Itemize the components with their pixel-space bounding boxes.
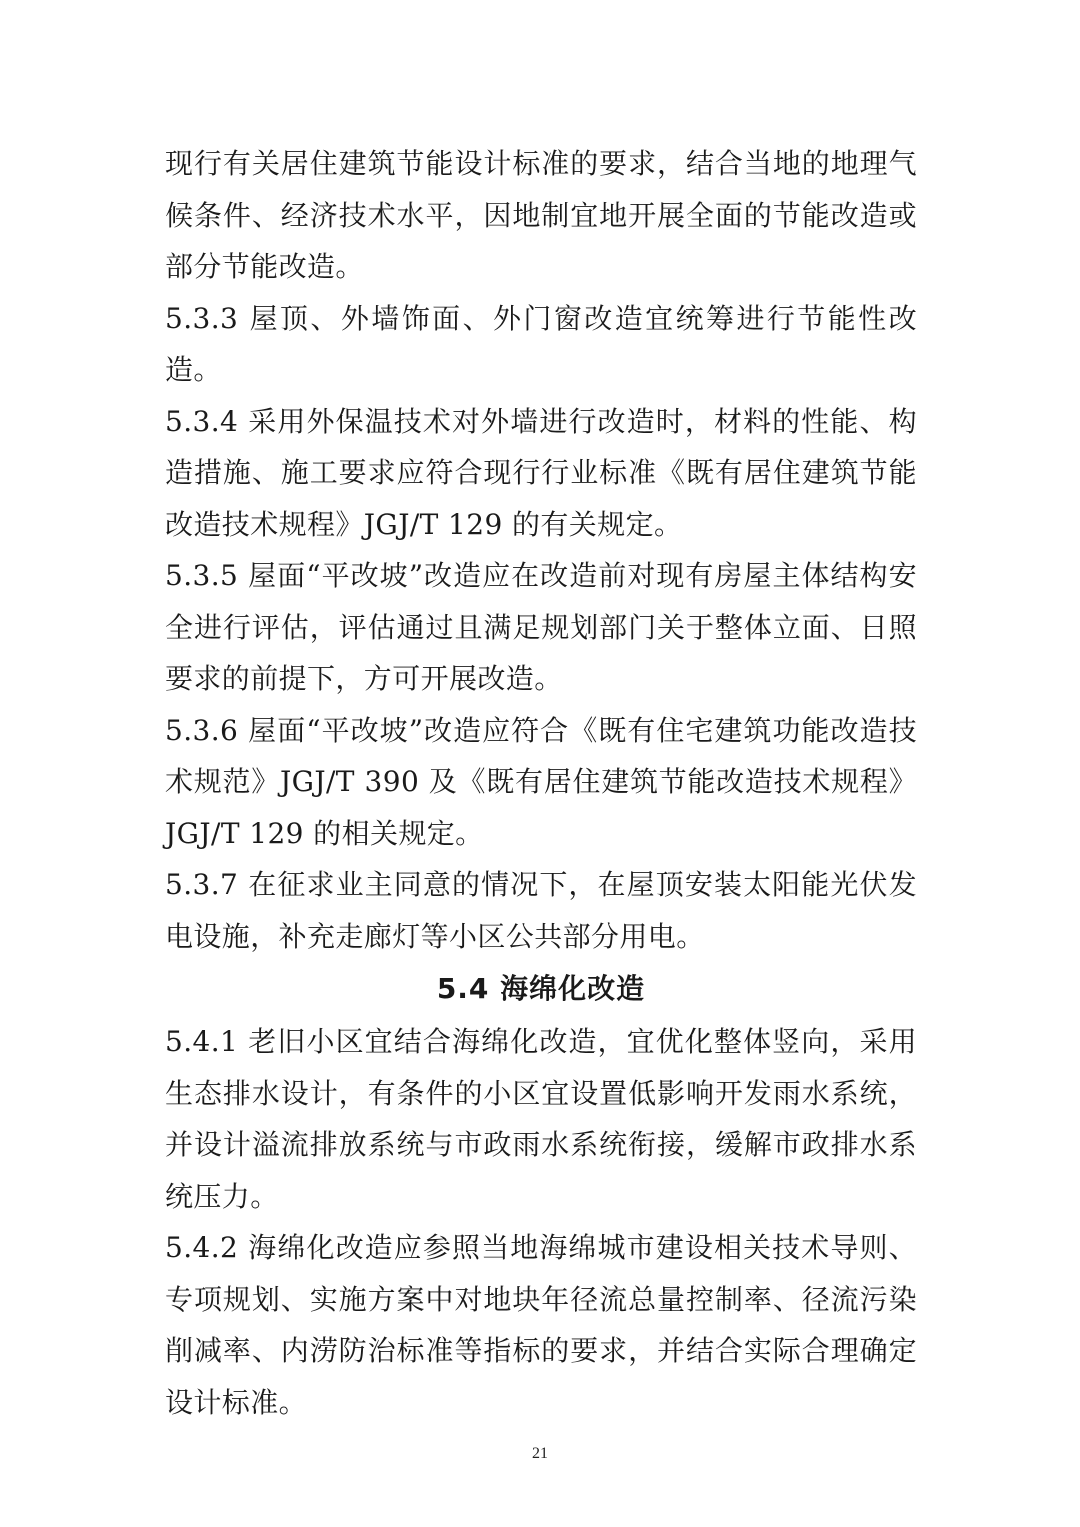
paragraph-5-4-2: 5.4.2 海绵化改造应参照当地海绵城市建设相关技术导则、专项规划、实施方案中对地块年径流总量控制率、径流污染削减率、内涝防治标准等指标的要求，并结合实际合理确定设计标准。 — [165, 1231, 917, 1419]
section-heading-5-4: 5.4 海绵化改造 — [436, 972, 646, 1005]
paragraph-5-3-6: 5.3.6 屋面“平改坡”改造应符合《既有住宅建筑功能改造技术规范》JGJ/T 390 及《既有居住建筑节能改造技术规程》JGJ/T 129 的相关规定。 — [165, 713, 917, 850]
paragraph-5-3-7: 5.3.7 在征求业主同意的情况下，在屋顶安装太阳能光伏发电设施，补充走廊灯等小区公共部分用电。 — [165, 868, 917, 953]
paragraph-5-3-3: 5.3.3 屋顶、外墙饰面、外门窗改造宜统筹进行节能性改造。 — [165, 301, 917, 386]
paragraph-5-3-4: 5.3.4 采用外保温技术对外墙进行改造时，材料的性能、构造措施、施工要求应符合现行行业标准《既有居住建筑节能改造技术规程》JGJ/T 129 的有关规定。 — [165, 404, 917, 541]
page-number: 21 — [532, 1445, 548, 1462]
paragraph-5-4-1: 5.4.1 老旧小区宜结合海绵化改造，宜优化整体竖向，采用生态排水设计，有条件的小区宜设置低影响开发雨水系统，并设计溢流排放系统与市政雨水系统衔接，缓解市政排水系统压力。 — [165, 1025, 917, 1213]
paragraph-continued-energy-standards: 现行有关居住建筑节能设计标准的要求，结合当地的地理气候条件、经济技术水平，因地制宜地开展全面的节能改造或部分节能改造。 — [165, 147, 917, 283]
page-body — [165, 138, 917, 1428]
paragraph-5-3-5: 5.3.5 屋面“平改坡”改造应在改造前对现有房屋主体结构安全进行评估，评估通过且满足规划部门关于整体立面、日照要求的前提下，方可开展改造。 — [165, 559, 917, 695]
